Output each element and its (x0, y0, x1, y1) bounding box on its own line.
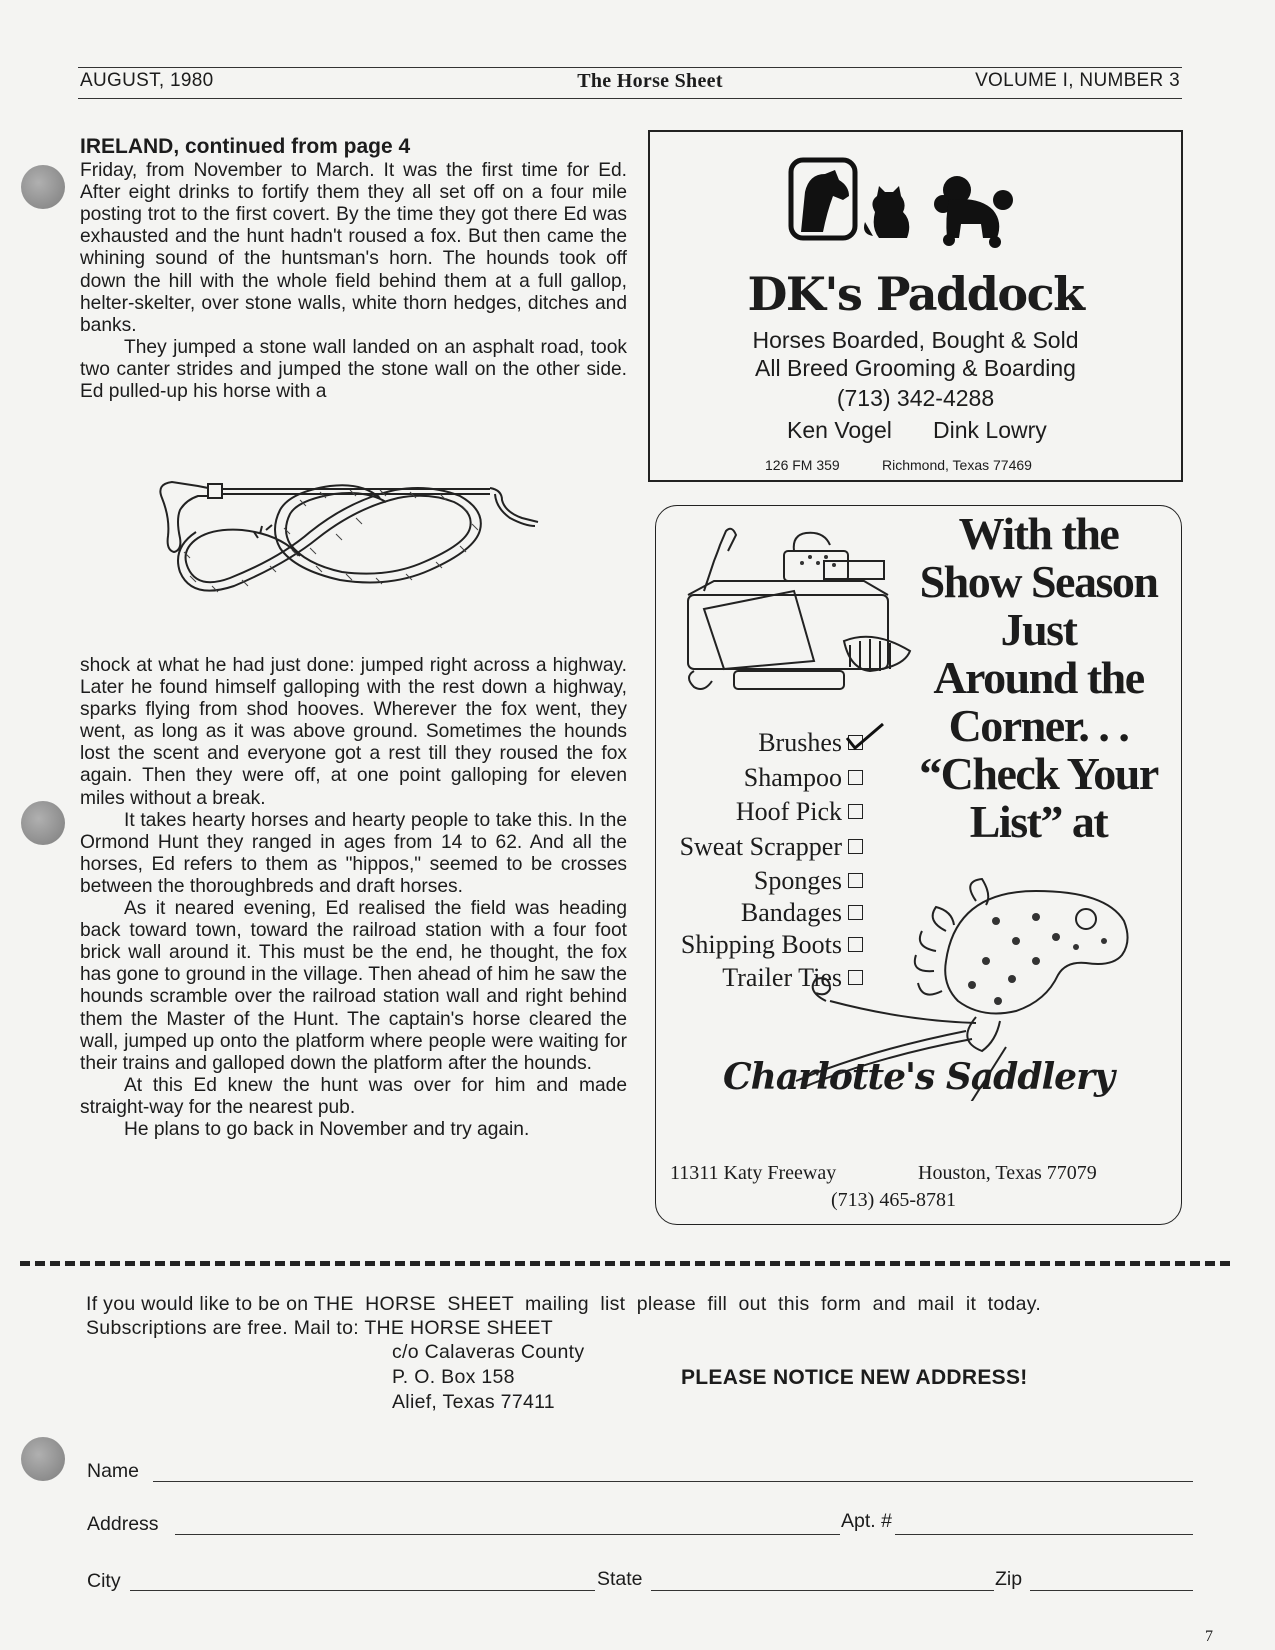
checkbox-checked (848, 735, 863, 750)
new-address-notice: PLEASE NOTICE NEW ADDRESS! (681, 1366, 1028, 1389)
headline-line: Show Season (919, 556, 1158, 607)
state-label: State (597, 1568, 643, 1590)
ad-headline (906, 510, 1171, 846)
header-rule-top (78, 67, 1182, 68)
article-paragraph: shock at what he had just done: jumped right across a highway. Later he found himself galloping with the rest down a highway, sparks flying from shod hooves. Wherever the fox went, they went, as long as it was above ground. Sometimes the hounds lost the scent and everyone got a rest till they roused the fox again. Then they were off, at one point galloping for eleven miles without a break. (80, 655, 627, 809)
mail-address-line-3: Alief, Texas 77411 (392, 1391, 555, 1413)
headline-line: With the (958, 508, 1119, 559)
punch-hole-top (21, 165, 65, 209)
checklist-label: Sponges (753, 866, 842, 895)
form-intro-2: Subscriptions are free. Mail to: THE HORSE SHEET (86, 1317, 554, 1339)
name-field[interactable] (153, 1481, 1193, 1482)
checklist-label: Trailer Ties (722, 963, 842, 992)
article-paragraph: They jumped a stone wall landed on an asphalt road, took two canter strides and jumped the stone wall on the other side. Ed pulled-up his horse with a (80, 336, 627, 403)
dk-services-line-2: All Breed Grooming & Boarding (755, 355, 1076, 381)
charlottes-saddlery-ad (655, 505, 1182, 1225)
headline-line: Just (1000, 604, 1077, 655)
checklist-label: Shipping Boots (680, 930, 842, 959)
issue-date: AUGUST, 1980 (80, 70, 214, 91)
apt-label: Apt. # (841, 1510, 892, 1532)
headline-line: Corner. . . (948, 700, 1129, 751)
dk-owner-1: Ken Vogel (787, 417, 892, 443)
dk-owner-2: Dink Lowry (933, 417, 1047, 443)
checklist-label: Sweat Scrapper (679, 832, 842, 861)
article-title: IRELAND, continued from page 4 (80, 135, 411, 158)
mail-address-line-2: P. O. Box 158 (392, 1366, 515, 1388)
zip-field[interactable] (1030, 1590, 1193, 1591)
checkbox (848, 804, 863, 819)
punch-hole-middle (21, 801, 65, 845)
article-paragraph: He plans to go back in November and try again. (124, 1118, 530, 1140)
address-field[interactable] (175, 1534, 840, 1535)
headline-line: “Check Your (919, 748, 1158, 799)
store-city: Houston, Texas 77079 (918, 1162, 1097, 1184)
store-phone: (713) 465-8781 (831, 1189, 956, 1211)
name-label: Name (87, 1460, 140, 1482)
dk-phone: (713) 342-4288 (836, 385, 995, 411)
form-intro: If you would like to be on THE HORSE SHEET mailing list please fill out this form and mail it today. (86, 1293, 1042, 1315)
article-bottom (80, 655, 627, 1141)
city-label: City (87, 1570, 121, 1592)
page-number: 7 (1205, 1628, 1213, 1645)
checklist-item (736, 797, 863, 827)
store-address: 11311 Katy Freeway (670, 1162, 837, 1184)
article-paragraph: Friday, from November to March. It was the first time for Ed. After eight drinks to fortify them they all set off on a four mile posting trot to the first covert. By the time they got there Ed was exhausted and the hunt hadn't roused a fox. But then came the whining sound of the huntsman's horn. The hounds took off down the hill with the whole field behind them at a full gallop, helter-skelter, over stone walls, white thorn hedges, ditches and banks. (80, 160, 627, 336)
grooming-kit-illustration (674, 521, 914, 711)
punch-hole-bottom (21, 1437, 65, 1481)
dk-services-line-1: Horses Boarded, Bought & Sold (752, 327, 1079, 353)
article-paragraph: At this Ed knew the hunt was over for him and made straight-way for the nearest pub. (80, 1074, 627, 1118)
state-field[interactable] (651, 1590, 994, 1591)
checkmark-icon (845, 722, 885, 752)
checklist-label: Brushes (758, 728, 842, 757)
apt-field[interactable] (895, 1534, 1193, 1535)
dk-paddock-logo-icons (783, 152, 1033, 252)
article-paragraph: It takes hearty horses and hearty people to take this. In the Ormond Hunt they ranged in ages from 14 to 62. And all the horses, Ed refers to them as "hippos," seemed to be crosses between the thoroughbreds and draft horses. (80, 809, 627, 897)
zip-label: Zip (995, 1568, 1023, 1590)
mail-address-line-1: c/o Calaveras County (392, 1341, 585, 1363)
publication-name: The Horse Sheet (577, 70, 723, 92)
riding-whip-illustration (150, 470, 540, 630)
checkbox (848, 770, 863, 785)
article-top (80, 136, 627, 403)
headline-line: Around the (933, 652, 1144, 703)
header-rule-bottom (78, 98, 1182, 99)
article-paragraph: As it neared evening, Ed realised the field was heading back toward town, toward the railroad station with a four foot brick wall around it. This must be the end, he thought, the fox has gone to ground in the village. Then ahead of him he saw the hounds scramble over the railroad station wall and right behind them the Master of the Hunt. The captain's horse cleared the wall, jumped up onto the platform where people were waiting for their trains and galloped down the platform after the hounds. (80, 898, 627, 1074)
checklist-label: Bandages (740, 898, 842, 927)
dk-paddock-ad (648, 130, 1183, 482)
checklist-label: Hoof Pick (735, 797, 842, 826)
checklist-item (744, 763, 863, 793)
city-field[interactable] (130, 1590, 595, 1591)
headline-line: List” at (969, 796, 1108, 847)
checklist-label: Shampoo (743, 763, 842, 792)
checklist-item (758, 728, 863, 758)
dk-paddock-name: DK's Paddock (747, 267, 1084, 321)
dk-street-address: 126 FM 359 (765, 457, 840, 473)
cut-line (20, 1261, 1230, 1266)
volume-number: VOLUME I, NUMBER 3 (975, 70, 1180, 91)
store-name: Charlotte's Saddlery (723, 1056, 1114, 1098)
dk-city: Richmond, Texas 77469 (882, 457, 1032, 473)
address-label: Address (87, 1513, 159, 1535)
